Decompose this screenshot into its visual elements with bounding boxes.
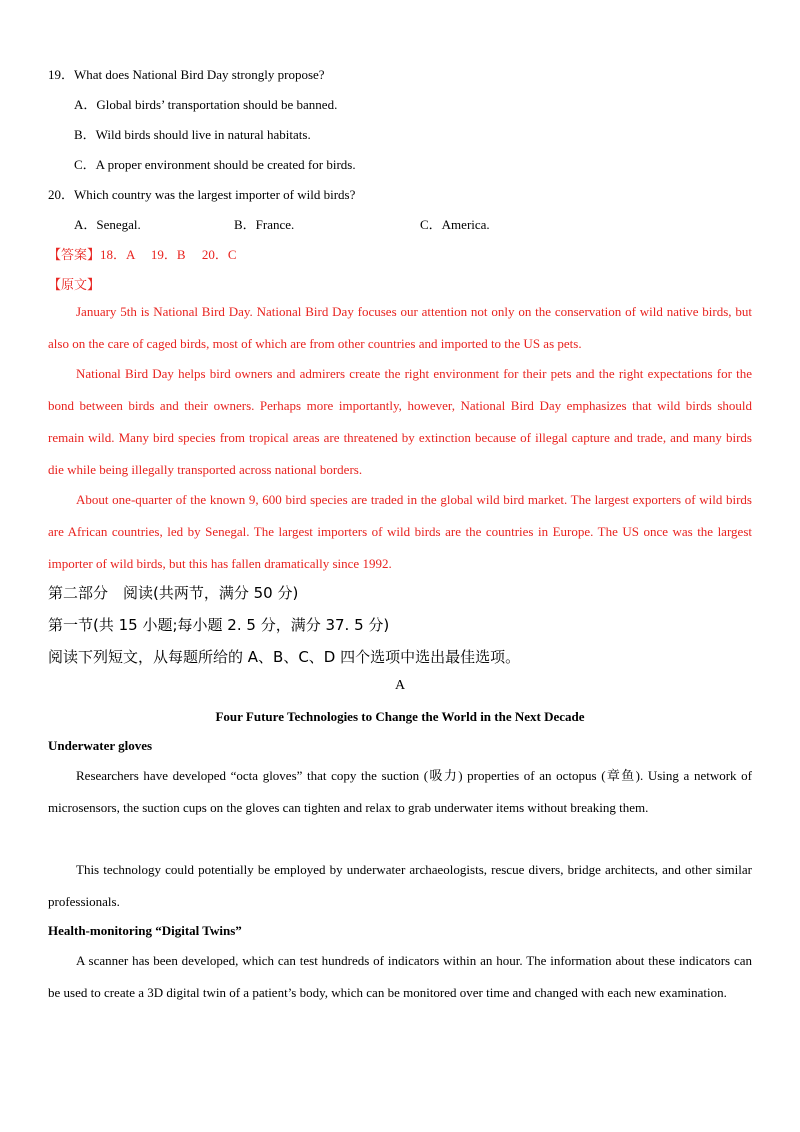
question-20-stem: 20．Which country was the largest importer of wild birds? [48, 187, 356, 202]
section-instruction: 阅读下列短文，从每题所给的 A、B、C、D 四个选项中选出最佳选项。 [48, 648, 521, 666]
passage-letter: A [394, 678, 406, 693]
answer-line [48, 244, 237, 263]
answer-label: 【答案】 [48, 247, 101, 262]
heading-digital-twins: Health-monitoring “Digital Twins” [48, 923, 242, 938]
question-19-option-c: C．A proper environment should be created for birds. [74, 157, 356, 172]
passage-paragraph-1: Researchers have developed “octa gloves” that copy the suction (吸力) properties of an octopus (章鱼). Using a network of microsensors, the suction cups on the gloves can tighten and relax to grab underwater items without breaking them. [48, 768, 752, 815]
passage-title: Four Future Technologies to Change the World in the Next Decade [215, 709, 585, 724]
question-20-option-b: B．France. [234, 217, 295, 232]
question-20-option-c: C．America. [420, 217, 490, 232]
heading-underwater-gloves: Underwater gloves [48, 738, 153, 753]
question-19-stem: 19．What does National Bird Day strongly propose? [48, 67, 325, 82]
transcript-paragraph-1: January 5th is National Bird Day. National Bird Day focuses our attention not only on the conservation of wild native birds, but also on the care of caged birds, most of which are from other countries and imported to the US as pets. [48, 304, 752, 351]
transcript-label: 【原文】 [48, 277, 101, 292]
question-20-option-a: A．Senegal. [74, 217, 141, 232]
passage-paragraph-2: This technology could potentially be employed by underwater archaeologists, rescue divers, bridge architects, and other similar professionals. [48, 862, 752, 909]
passage-paragraph-3: A scanner has been developed, which can test hundreds of indicators within an hour. The information about these indicators can be used to create a 3D digital twin of a patient’s body, which can be monitored over time and changed with each new examination. [48, 953, 752, 1000]
question-19-option-a: A．Global birds’ transportation should be banned. [74, 97, 338, 112]
section-part-heading: 第二部分 阅读(共两节，满分 50 分) [48, 584, 299, 602]
answer-text: 18．A 19．B 20．C [100, 247, 237, 262]
question-19-option-b: B．Wild birds should live in natural habitats. [74, 127, 311, 142]
section-sub-heading: 第一节(共 15 小题;每小题 2. 5 分，满分 37. 5 分) [48, 616, 390, 634]
transcript-paragraph-2: National Bird Day helps bird owners and admirers create the right environment for their pets and the right expectations for the bond between birds and their owners. Perhaps more importantly, however, National Bird Day emphasizes that wild birds should remain wild. Many bird species from tropical areas are threatened by extinction because of illegal capture and trade, and many birds die while being illegally transported across national borders. [48, 366, 752, 477]
transcript-paragraph-3: About one-quarter of the known 9, 600 bird species are traded in the global wild bird market. The largest exporters of wild birds are African countries, led by Senegal. The largest importers of wild birds are the countries in Europe. The US once was the largest importer of wild birds, but this has fallen dramatically since 1992. [48, 492, 752, 571]
